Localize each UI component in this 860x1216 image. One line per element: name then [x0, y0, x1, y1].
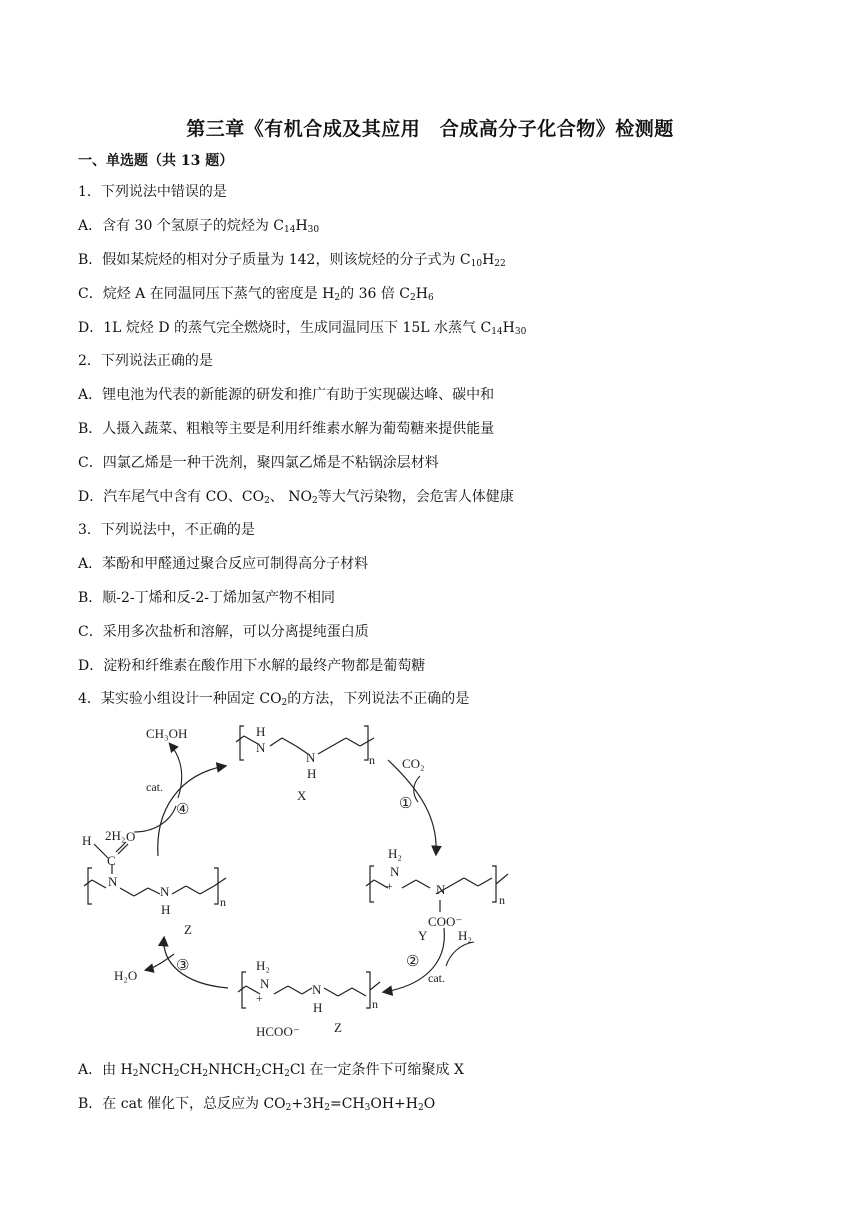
- cat-label-1: cat.: [146, 780, 163, 794]
- arrow-h2-in-2: [446, 942, 474, 966]
- z2-n-plus: N: [260, 976, 270, 991]
- q2-option-a: A．锂电池为代表的新能源的研发和推广有助于实现碳达峰、碳中和: [78, 387, 495, 403]
- arrow-ch3oh-out: [170, 744, 182, 798]
- step-1-label: ①: [399, 796, 413, 812]
- z-aldehyde-h: H: [82, 833, 92, 848]
- z2-n2: N: [312, 982, 322, 997]
- x-h-top: H: [256, 724, 266, 739]
- q4-option-b: B．在 cat 催化下，总反应为 $CO_2+3H_2=CH_3OH+H_2O$: [78, 1096, 436, 1113]
- x-label: X: [297, 788, 307, 803]
- q1-option-d: D．1L 烷烃 D 的蒸气完全燃烧时，生成同温同压下 15L 水蒸气 $C_{14}H_{30}$: [78, 320, 527, 337]
- ch3oh-label: CH₃OH: [146, 726, 188, 741]
- x-n-subscript: n: [369, 753, 375, 767]
- z2-n-subscript: n: [372, 997, 378, 1011]
- arrow-h2-in: [134, 806, 176, 832]
- q1-option-c: C．烷烃 A 在同温同压下蒸气的密度是 $H_2$的 36 倍 $C_2H_6$: [78, 286, 434, 303]
- x-n1: N: [256, 740, 266, 755]
- two-h2-label: 2H₂: [105, 828, 126, 843]
- z2-h2: H₂: [256, 958, 270, 973]
- z-n2: N: [160, 884, 170, 899]
- q3-option-b: B．顺-2-丁烯和反-2-丁烯加氢产物不相同: [78, 590, 336, 606]
- y-n-plus: N: [390, 864, 400, 879]
- q4-option-a: A．由 $H_2NCH_2CH_2NHCH_2CH_2Cl$ 在一定条件下可缩聚成 X: [78, 1062, 464, 1079]
- z-nh-h: H: [161, 902, 171, 917]
- z-aldehyde-o: O: [126, 829, 136, 844]
- step-2-label: ②: [406, 954, 420, 970]
- q2-option-c: C．四氯乙烯是一种干洗剂，聚四氯乙烯是不粘锅涂层材料: [78, 455, 439, 471]
- section-heading: 一、单选题（共 13 题）: [78, 153, 234, 169]
- cat-label-2: cat.: [428, 971, 445, 985]
- q2-option-d: D．汽车尾气中含有 CO、$CO_2$、 $NO_2$等大气污染物，会危害人体健康: [78, 489, 514, 506]
- y-n2: N: [436, 882, 446, 897]
- z2-nh-h: H: [313, 1000, 323, 1015]
- step-4-label: ④: [176, 802, 190, 818]
- page-title: 第三章《有机合成及其应用 合成高分子化合物》检测题: [186, 118, 674, 140]
- co2-fixation-cycle-diagram: [70, 714, 590, 1044]
- q3-option-c: C．采用多次盐析和溶解，可以分离提纯蛋白质: [78, 624, 369, 640]
- y-label: Y: [418, 928, 428, 943]
- q3-option-d: D．淀粉和纤维素在酸作用下水解的最终产物都是葡萄糖: [78, 658, 426, 674]
- q2-stem: 2．下列说法正确的是: [78, 353, 213, 369]
- x-n2: N: [306, 750, 316, 765]
- arrow-step4: [158, 766, 225, 856]
- z2-plus-sign: +: [256, 991, 263, 1005]
- z-label-left: Z: [184, 922, 192, 937]
- z-n1: N: [108, 874, 118, 889]
- h2-in-label: H₂: [458, 928, 472, 943]
- y-n-subscript: n: [499, 893, 505, 907]
- q1-option-b: B．假如某烷烃的相对分子质量为 142，则该烷烃的分子式为 $C_{10}H_{22}$: [78, 252, 506, 269]
- y-plus-sign: +: [386, 879, 393, 893]
- q3-option-a: A．苯酚和甲醛通过聚合反应可制得高分子材料: [78, 556, 369, 572]
- q1-option-a: A．含有 30 个氢原子的烷烃为 $C_{14}H_{30}$: [78, 218, 320, 235]
- q4-stem: 4．某实验小组设计一种固定 $CO_2$的方法，下列说法不正确的是: [78, 691, 470, 708]
- q1-stem: 1．下列说法中错误的是: [78, 184, 227, 200]
- h2o-label: H₂O: [114, 968, 138, 983]
- q2-option-b: B．人摄入蔬菜、粗粮等主要是利用纤维素水解为葡萄糖来提供能量: [78, 421, 495, 437]
- structure-z-formyl: [84, 842, 226, 904]
- y-coo: COO⁻: [428, 914, 463, 929]
- x-h-bottom: H: [307, 766, 317, 781]
- q3-stem: 3．下列说法中，不正确的是: [78, 522, 255, 538]
- y-h2: H₂: [388, 846, 402, 861]
- z-aldehyde-c: C: [107, 853, 116, 868]
- z-label-bottom: Z: [334, 1020, 342, 1035]
- z-n-subscript: n: [220, 895, 226, 909]
- arrow-step3: [164, 938, 228, 988]
- step-3-label: ③: [176, 958, 190, 974]
- co2-label: CO₂: [402, 756, 425, 771]
- z2-hcoo: HCOO⁻: [256, 1024, 300, 1039]
